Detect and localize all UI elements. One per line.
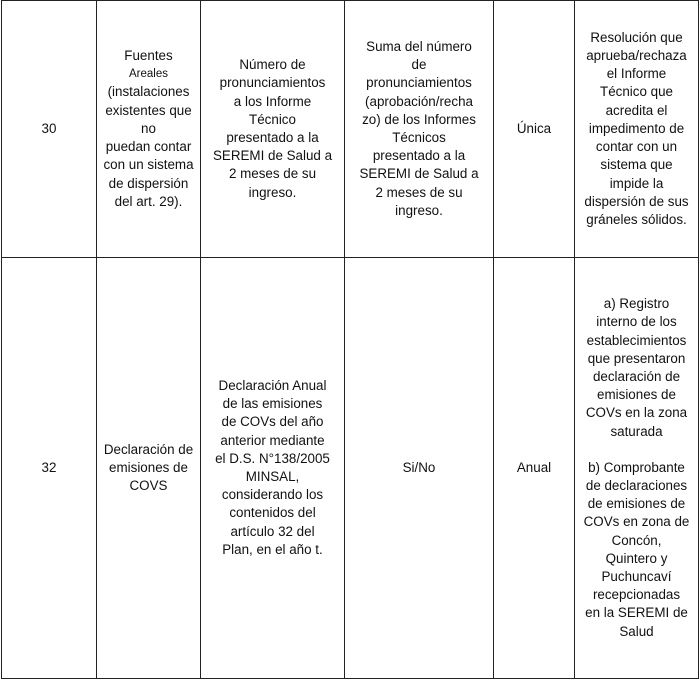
row-id: 30	[41, 120, 57, 136]
indicador-line: Técnico	[249, 111, 296, 127]
fuente-line: (instalaciones	[107, 84, 190, 100]
formula-line: ingreso.	[395, 202, 443, 218]
fuente-line: del art. 29).	[114, 193, 183, 209]
indicador-line: contenidos del	[229, 505, 316, 521]
medio-line: acredita el	[605, 102, 668, 118]
indicador-line: MINSAL,	[245, 469, 300, 484]
indicador-line: Número de	[239, 57, 306, 73]
medio-line: sistema que	[600, 157, 673, 173]
indicador-cell	[201, 258, 345, 679]
medio-line: Puchuncaví	[601, 569, 672, 585]
table-row	[2, 1, 699, 258]
indicador-line: SEREMI de Salud a	[212, 148, 333, 164]
formula-line: SEREMI de Salud a	[359, 166, 479, 182]
medio-line: de declaraciones	[585, 478, 688, 493]
formula-cell	[345, 1, 494, 258]
row-id-cell	[2, 258, 97, 679]
frecuencia-cell	[494, 1, 575, 258]
formula-line: 2 meses de su	[375, 184, 463, 200]
medio-cell	[575, 258, 699, 679]
medio-line: b) Comprobante	[588, 459, 685, 475]
medio-line: aprueba/rechaza	[586, 48, 687, 64]
formula-cell	[345, 258, 494, 679]
formula-line: Técnicos	[392, 130, 446, 145]
medio-line: en la SEREMI de	[585, 605, 688, 621]
frecuencia-cell	[494, 258, 575, 679]
fuente-line: Areales	[129, 68, 168, 81]
medio-line: emisiones de	[597, 387, 676, 403]
fuente-line: Declaración de	[103, 441, 194, 457]
medio-line: COVs en zona de	[583, 514, 690, 530]
fuente-line: con un sistema	[103, 157, 194, 173]
indicador-line: artículo 32 del	[230, 523, 315, 539]
medio-line: Técnico que	[600, 84, 673, 100]
table-row	[2, 258, 699, 679]
medio-line: Concón,	[611, 532, 662, 548]
frecuencia-value: Anual	[516, 459, 552, 475]
formula-line: de	[411, 57, 427, 73]
fuente-line: existentes que	[105, 102, 192, 118]
frecuencia-value: Única	[516, 120, 552, 136]
medio-line: gráneles sólidos.	[586, 211, 687, 227]
formula-line: (aprobación/recha	[365, 93, 473, 109]
indicador-line: de COVs del año	[221, 414, 324, 430]
formula-line: presentado a la	[372, 148, 466, 164]
medio-line: de emisiones de	[587, 496, 686, 512]
indicador-cell	[201, 1, 345, 258]
medio-line: interno de los	[596, 314, 677, 330]
indicador-line: de las emisiones	[222, 396, 323, 412]
medio-line: dispersión de sus	[584, 193, 689, 209]
medio-line: Quintero y	[605, 550, 668, 566]
medio-line: el Informe	[606, 66, 667, 82]
indicador-line: a los Informe	[233, 93, 312, 109]
paragraph-spacer	[578, 441, 695, 459]
indicador-line: pronunciamientos	[219, 75, 326, 91]
formula-line: pronunciamientos	[366, 75, 472, 91]
medio-line: Salud	[619, 623, 654, 639]
fuente-line: no	[141, 120, 156, 136]
indicador-line: 2 meses de su	[228, 166, 317, 182]
indicador-line: anterior mediante	[220, 432, 325, 448]
row-id-cell	[2, 1, 97, 258]
medio-line: impedimento de	[588, 120, 685, 136]
medio-cell	[575, 1, 699, 258]
fuente-cell	[97, 1, 201, 258]
fuente-line: emisiones de	[109, 459, 188, 475]
fuente-line: puedan contar	[105, 139, 192, 155]
formula-line: Suma del número	[366, 38, 472, 54]
fuente-line: Fuentes	[124, 48, 173, 64]
medio-line: contar con un	[595, 139, 678, 155]
indicador-line: Plan, en el año t.	[222, 541, 323, 557]
fuente-cell	[97, 258, 201, 679]
medio-line: que presentaron	[587, 350, 686, 366]
medio-line: establecimientos	[586, 332, 687, 348]
medio-line: COVs en la zona	[585, 405, 688, 421]
medio-line: a) Registro	[603, 296, 670, 312]
medio-line: recepcionadas	[592, 587, 681, 603]
indicador-line: ingreso.	[248, 184, 297, 200]
indicador-line: el D.S. N°138/2005	[215, 450, 330, 466]
formula-value: Si/No	[402, 459, 436, 475]
medio-line: declaración de	[592, 368, 681, 384]
row-id: 32	[41, 459, 57, 475]
medio-line: saturada	[610, 423, 663, 439]
indicador-line: presentado a la	[226, 130, 319, 145]
indicador-line: Declaración Anual	[218, 377, 327, 393]
medio-line: Resolución que	[590, 29, 683, 45]
fuente-line: COVS	[129, 478, 168, 494]
fuente-line: de dispersión	[108, 175, 189, 191]
indicador-line: considerando los	[221, 487, 324, 503]
medio-line: impide la	[609, 175, 664, 191]
formula-line: zo) de los Informes	[362, 111, 476, 127]
indicators-table	[1, 0, 699, 679]
